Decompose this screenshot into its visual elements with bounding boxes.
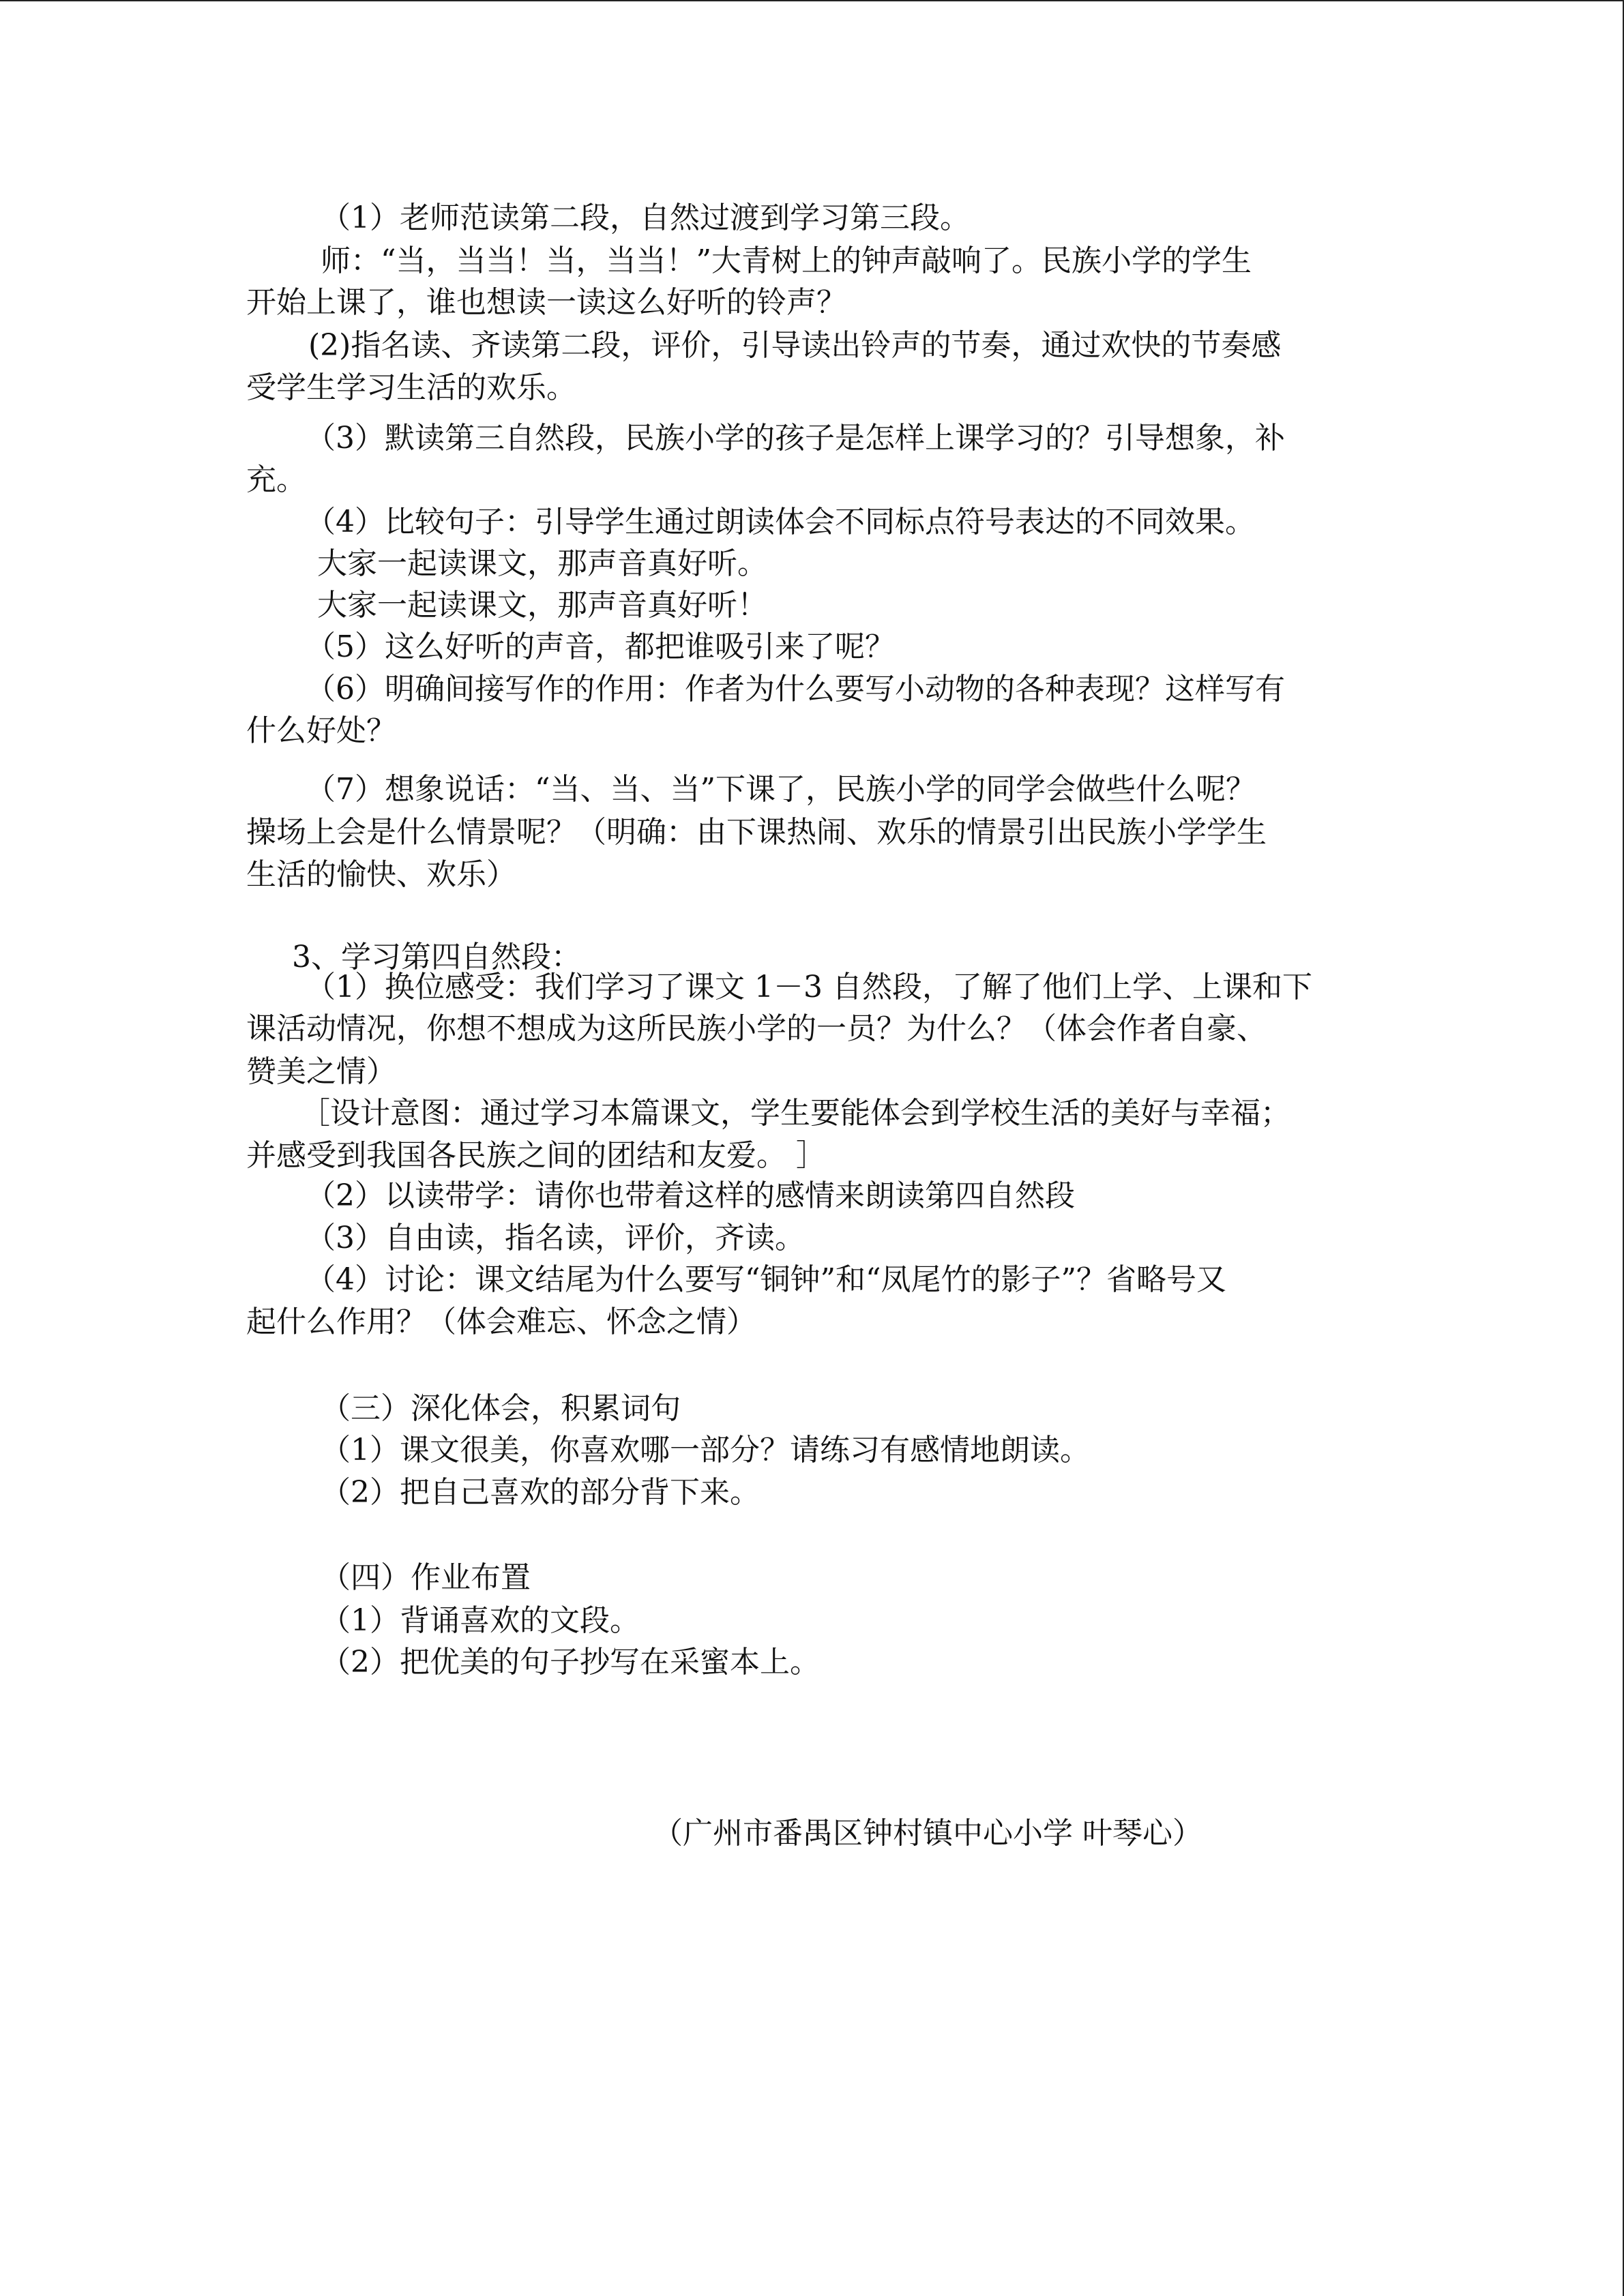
text-line: （3）自由读，指名读，评价，齐读。 (306, 1221, 805, 1255)
text-line: ［设计意图：通过学习本篇课文，学生要能体会到学校生活的美好与幸福； (300, 1096, 1290, 1131)
text-line: 大家一起读课文，那声音真好听！ (317, 588, 767, 623)
text-line: 大家一起读课文，那声音真好听。 (317, 546, 767, 581)
text-line: (2)指名读、齐读第二段，评价，引导读出铃声的节奏，通过欢快的节奏感 (308, 328, 1282, 363)
text-line: （1）换位感受：我们学习了课文 1－3 自然段，了解了他们上学、上课和下 (306, 970, 1312, 1004)
text-line: （1）老师范读第二段，自然过渡到学习第三段。 (321, 200, 970, 235)
text-line: 并感受到我国各民族之间的团结和友爱。 ］ (246, 1138, 826, 1173)
text-line: （5）这么好听的声音，都把谁吸引来了呢？ (306, 629, 895, 664)
text-line: （2）以读带学：请你也带着这样的感情来朗读第四自然段 (306, 1178, 1075, 1213)
text-line: 开始上课了，谁也想读一读这么好听的铃声？ (246, 285, 846, 320)
author-signature: （广州市番禺区钟村镇中心小学 叶琴心） (653, 1816, 1202, 1851)
text-line: 赞美之情） (246, 1054, 396, 1089)
text-line: 受学生学习生活的欢乐。 (246, 370, 576, 405)
text-line: （7）想象说话：“当、当、当”下课了，民族小学的同学会做些什么呢？ (306, 772, 1256, 807)
text-line: 生活的愉快、欢乐） (246, 857, 516, 892)
text-line: 课活动情况，你想不想成为这所民族小学的一员？为什么？（体会作者自豪、 (246, 1011, 1267, 1046)
text-line: （1）课文很美，你喜欢哪一部分？请练习有感情地朗读。 (321, 1433, 1090, 1467)
section-heading: 3、学习第四自然段： (292, 940, 581, 974)
text-line: 操场上会是什么情景呢？（明确：由下课热闹、欢乐的情景引出民族小学学生 (246, 815, 1267, 850)
text-line: （2）把自己喜欢的部分背下来。 (321, 1475, 760, 1510)
text-line: （2）把优美的句子抄写在采蜜本上。 (321, 1645, 820, 1680)
section-heading: （三）深化体会，积累词句 (321, 1391, 681, 1426)
text-line: 充。 (246, 462, 306, 497)
text-line: （3）默读第三自然段，民族小学的孩子是怎样上课学习的？引导想象，补 (306, 421, 1285, 456)
text-line: （6）明确间接写作的作用：作者为什么要写小动物的各种表现？这样写有 (306, 672, 1285, 706)
text-line: （4）比较句子：引导学生通过朗读体会不同标点符号表达的不同效果。 (306, 505, 1255, 539)
text-line: 师：“当，当当！当，当当！”大青树上的钟声敲响了。民族小学的学生 (321, 243, 1252, 278)
text-line: （4）讨论：课文结尾为什么要写“铜钟”和“凤尾竹的影子”？省略号又 (306, 1262, 1226, 1297)
text-line: 什么好处？ (246, 713, 396, 748)
text-line: （1）背诵喜欢的文段。 (321, 1603, 640, 1638)
text-line: 起什么作用？（体会难忘、怀念之情） (246, 1304, 756, 1339)
section-heading: （四）作业布置 (321, 1560, 531, 1595)
